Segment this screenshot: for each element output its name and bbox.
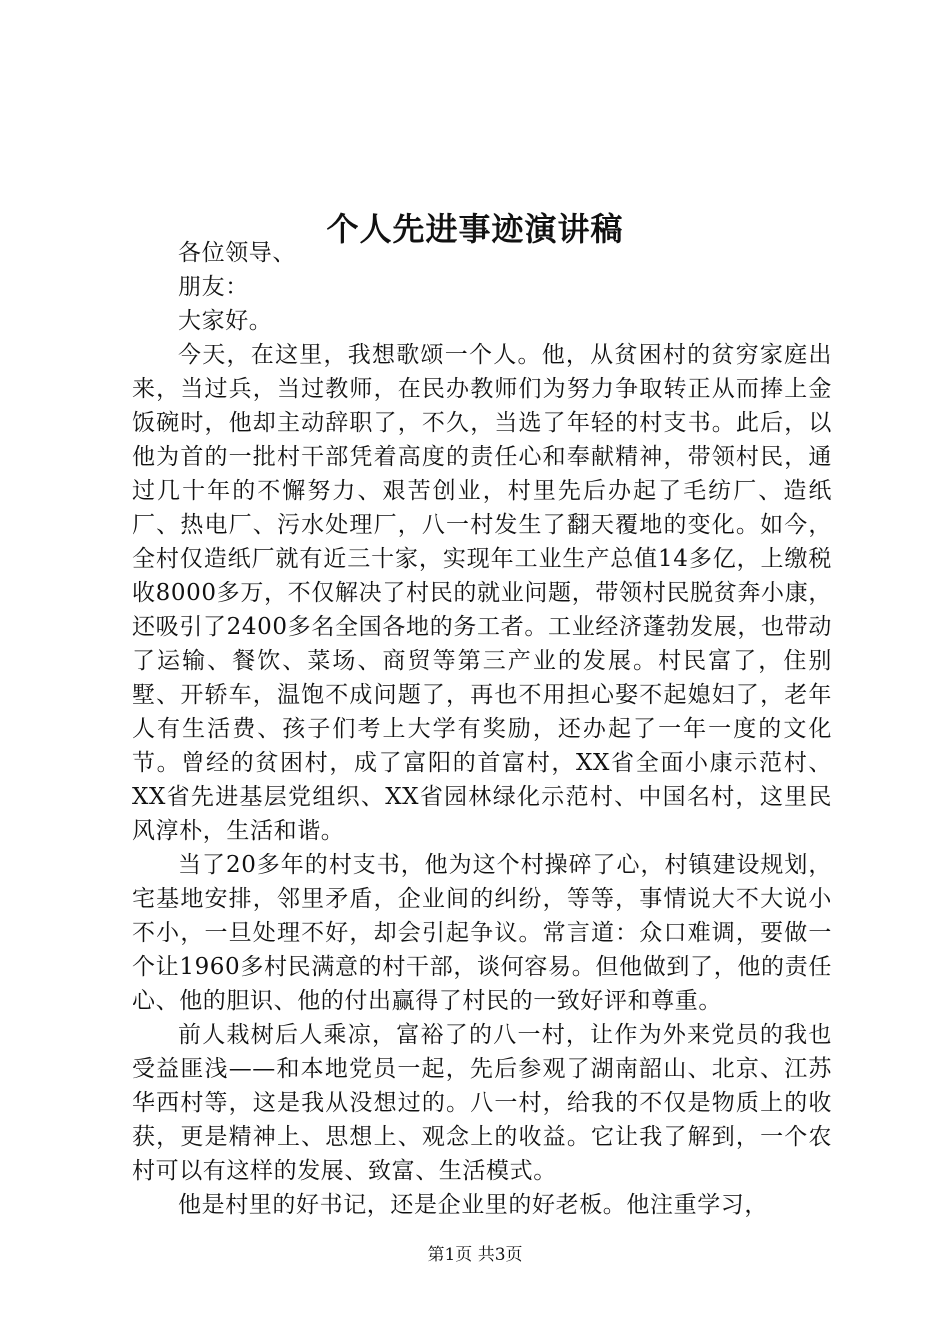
page-footer: 第1页 共3页 <box>427 1245 523 1265</box>
body-paragraph: 当了20多年的村支书，他为这个村操碎了心，村镇建设规划，宅基地安排，邻里矛盾，企业间的纠纷，等等，事情说大不大说小不小，一旦处理不好，却会引起争议。常言道：众口难调，要做一个让1960多村民满意的村干部，谈何容易。但他做到了，他的责任心、他的胆识、他的付出赢得了村民的一致好评和尊重。 <box>132 852 832 1014</box>
document-title: 个人先进事迹演讲稿 <box>326 210 624 249</box>
document-body <box>132 236 832 1222</box>
salutation-line: 大家好。 <box>178 308 273 334</box>
body-paragraph: 今天，在这里，我想歌颂一个人。他，从贫困村的贫穷家庭出来，当过兵，当过教师，在民办教师们为努力争取转正从而捧上金饭碗时，他却主动辞职了，不久，当选了年轻的村支书。此后，以他为首的一批村干部凭着高度的责任心和奉献精神，带领村民，通过几十年的不懈努力、艰苦创业，村里先后办起了毛纺厂、造纸厂、热电厂、污水处理厂，八一村发生了翻天覆地的变化。如今，全村仅造纸厂就有近三十家，实现年工业生产总值14多亿，上缴税收8000多万，不仅解决了村民的就业问题，带领村民脱贫奔小康，还吸引了2400多名全国各地的务工者。工业经济蓬勃发展，也带动了运输、餐饮、菜场、商贸等第三产业的发展。村民富了，住别墅、开轿车，温饱不成问题了，再也不用担心娶不起媳妇了，老年人有生活费、孩子们考上大学有奖励，还办起了一年一度的文化节。曾经的贫困村，成了富阳的首富村，XX省全面小康示范村、XX省先进基层党组织、XX省园林绿化示范村、中国名村，这里民风淳朴，生活和谐。 <box>132 342 832 844</box>
salutation-line: 各位领导、 <box>178 240 296 266</box>
body-paragraph: 前人栽树后人乘凉，富裕了的八一村，让作为外来党员的我也受益匪浅——和本地党员一起，先后参观了湖南韶山、北京、江苏华西村等，这是我从没想过的。八一村，给我的不仅是物质上的收获，更是精神上、思想上、观念上的收益。它让我了解到，一个农村可以有这样的发展、致富、生活模式。 <box>132 1022 832 1184</box>
body-paragraph: 他是村里的好书记，还是企业里的好老板。他注重学习， <box>178 1192 768 1218</box>
salutation-line: 朋友： <box>178 274 249 300</box>
